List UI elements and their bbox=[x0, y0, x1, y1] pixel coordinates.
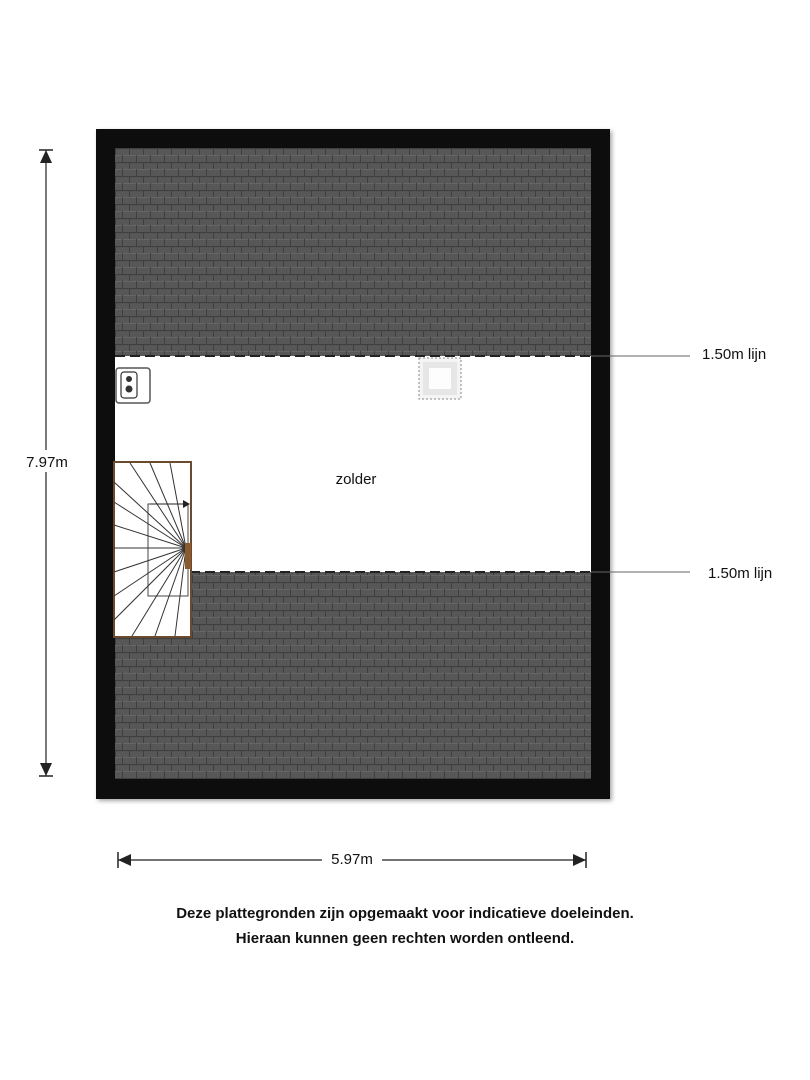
room-label: zolder bbox=[335, 471, 377, 488]
height-dimension-label: 7.97m bbox=[26, 454, 68, 471]
line-label-top: 1.50m lijn bbox=[702, 346, 767, 363]
width-dimension-label: 5.97m bbox=[331, 851, 373, 868]
boiler-icon bbox=[116, 368, 150, 403]
disclaimer-line-1: Deze plattegronden zijn opgemaakt voor indicatieve doeleinden. bbox=[176, 905, 634, 922]
disclaimer-line-2: Hieraan kunnen geen rechten worden ontleend. bbox=[235, 930, 575, 947]
roof-top bbox=[115, 148, 591, 356]
skylight bbox=[419, 358, 461, 399]
line-label-bottom: 1.50m lijn bbox=[708, 565, 773, 582]
staircase bbox=[114, 462, 191, 637]
